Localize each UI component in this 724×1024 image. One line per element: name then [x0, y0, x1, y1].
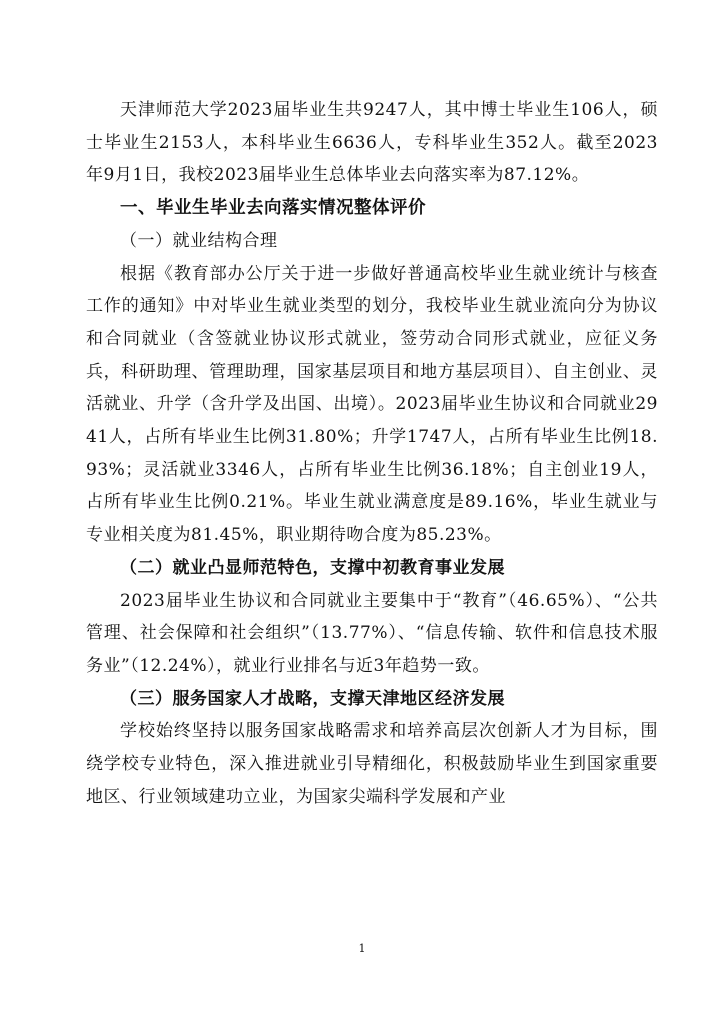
subsection-heading-1: （一）就业结构合理 [120, 230, 278, 251]
paragraph-structure: 根据《教育部办公厅关于进一步做好普通高校毕业生就业统计与核查工作的通知》中对毕业生就业类型的划分，我校毕业生就业流向分为协议和合同就业（含签就业协议形式就业，签劳动合同形式就业，应征义务兵，科研助理、管理助理，国家基层项目和地方基层项目）、自主创业、灵活就业、升学（含升学及出国、出境）。2023届毕业生协议和合同就业2941人，占所有毕业生比例31.80%；升学1747人，占所有毕业生比例18.93%；灵活就业3346人，占所有毕业生比例36.18%；自主创业19人，占所有毕业生比例0.21%。毕业生就业满意度是89.16%，毕业生就业与专业相关度为81.45%，职业期待吻合度为85.23%。 [86, 263, 658, 546]
document-body [86, 94, 658, 813]
subsection-heading-3: （三）服务国家人才战略，支撑天津地区经济发展 [120, 688, 505, 709]
paragraph-industry: 2023届毕业生协议和合同就业主要集中于“教育”（46.65%）、“公共管理、社会保障和社会组织”（13.77%）、“信息传输、软件和信息技术服务业”（12.24%），就业行业排名与近3年趋势一致。 [86, 590, 658, 676]
section-heading-1: 一、毕业生毕业去向落实情况整体评价 [120, 198, 426, 219]
subsection-heading-2: （二）就业凸显师范特色，支撑中初教育事业发展 [120, 557, 505, 578]
paragraph-intro: 天津师范大学2023届毕业生共9247人，其中博士毕业生106人，硕士毕业生2153人，本科毕业生6636人，专科毕业生352人。截至2023年9月1日，我校2023届毕业生总体毕业去向落实率为87.12%。 [86, 100, 658, 186]
page-number: 1 [358, 942, 366, 955]
paragraph-strategy: 学校始终坚持以服务国家战略需求和培养高层次创新人才为目标，围绕学校专业特色，深入推进就业引导精细化，积极鼓励毕业生到国家重要地区、行业领域建功立业，为国家尖端科学发展和产业 [86, 721, 658, 807]
